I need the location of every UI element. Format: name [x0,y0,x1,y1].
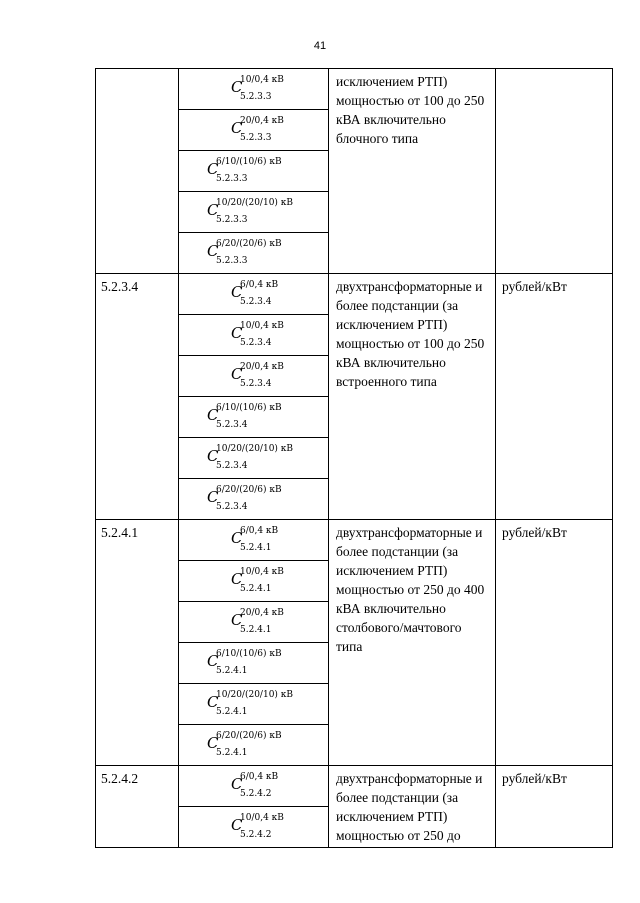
row-description: двухтрансформаторные и более подстанции (за исключением РТП) мощностью от 250 до [329,766,496,848]
table-row [96,274,613,315]
formula-cell [179,438,329,479]
formula-cell [179,315,329,356]
formula-superscript: 10/0,4 кВ [240,75,284,85]
formula-superscript: 6/10/(10/6) кВ [216,157,282,167]
formula-superscript: 10/0,4 кВ [240,567,284,577]
formula-subscript: 5.2.4.2 [240,789,272,799]
formula-cell [179,725,329,766]
cost-rate-formula [179,233,329,273]
formula-superscript: 20/0,4 кВ [240,362,284,372]
row-code: 5.2.4.2 [96,766,179,848]
row-description: двухтрансформаторные и более подстанции (за исключением РТП) мощностью от 100 до 250 кВА включительно встроенного типа [329,274,496,520]
formula-subscript: 5.2.4.1 [240,625,272,635]
cost-rate-formula [179,807,329,847]
formula-subscript: 5.2.4.1 [240,584,272,594]
formula-cell [179,233,329,274]
formula-subscript: 5.2.3.4 [216,502,248,512]
formula-cell [179,643,329,684]
formula-symbol: C [231,611,243,629]
formula-cell [179,151,329,192]
formula-symbol: C [231,324,243,342]
formula-subscript: 5.2.4.1 [216,707,248,717]
formula-subscript: 5.2.3.4 [216,461,248,471]
row-description: двухтрансформаторные и более подстанции (за исключением РТП) мощностью от 250 до 400 кВА включительно столбового/мачтового типа [329,520,496,766]
row-unit: рублей/кВт [496,766,613,848]
page-number: 41 [313,40,327,52]
formula-superscript: 6/0,4 кВ [240,280,279,290]
cost-rate-formula [179,315,329,355]
formula-cell [179,684,329,725]
formula-superscript: 6/20/(20/6) кВ [216,485,282,495]
formula-cell [179,274,329,315]
formula-symbol: C [207,201,219,219]
formula-subscript: 5.2.4.1 [216,666,248,676]
formula-symbol: C [231,283,243,301]
formula-cell [179,397,329,438]
row-code: 5.2.4.1 [96,520,179,766]
formula-subscript: 5.2.3.4 [240,338,272,348]
cost-rate-formula [179,274,329,314]
formula-symbol: C [207,734,219,752]
formula-symbol: C [207,693,219,711]
formula-superscript: 10/20/(20/10) кВ [216,198,294,208]
formula-symbol: C [231,78,243,96]
cost-rate-formula [179,110,329,150]
formula-cell [179,356,329,397]
formula-subscript: 5.2.3.3 [240,92,272,102]
cost-rate-formula [179,151,329,191]
formula-cell [179,192,329,233]
formula-superscript: 6/0,4 кВ [240,772,279,782]
cost-rate-formula [179,356,329,396]
formula-subscript: 5.2.4.1 [216,748,248,758]
cost-rate-formula [179,192,329,232]
formula-symbol: C [231,529,243,547]
table-row [96,69,613,110]
formula-symbol: C [207,447,219,465]
formula-superscript: 6/10/(10/6) кВ [216,649,282,659]
formula-symbol: C [207,242,219,260]
table-row [96,766,613,807]
cost-rate-formula [179,438,329,478]
formula-symbol: C [231,365,243,383]
formula-cell [179,807,329,848]
formula-superscript: 20/0,4 кВ [240,116,284,126]
cost-rate-formula [179,684,329,724]
cost-rate-formula [179,520,329,560]
table-row [96,520,613,561]
formula-superscript: 10/0,4 кВ [240,813,284,823]
formula-subscript: 5.2.3.4 [216,420,248,430]
formula-subscript: 5.2.3.4 [240,379,272,389]
formula-superscript: 6/20/(20/6) кВ [216,239,282,249]
formula-subscript: 5.2.3.3 [240,133,272,143]
formula-subscript: 5.2.3.3 [216,174,248,184]
formula-subscript: 5.2.3.3 [216,256,248,266]
row-code: 5.2.3.4 [96,274,179,520]
row-unit: рублей/кВт [496,520,613,766]
formula-superscript: 10/20/(20/10) кВ [216,444,294,454]
cost-rate-formula [179,397,329,437]
formula-superscript: 20/0,4 кВ [240,608,284,618]
formula-cell [179,602,329,643]
cost-rate-formula [179,479,329,519]
formula-superscript: 6/0,4 кВ [240,526,279,536]
cost-rate-formula [179,602,329,642]
formula-symbol: C [231,816,243,834]
cost-rate-formula [179,643,329,683]
formula-symbol: C [207,652,219,670]
formula-superscript: 10/20/(20/10) кВ [216,690,294,700]
formula-superscript: 6/20/(20/6) кВ [216,731,282,741]
formula-symbol: C [231,119,243,137]
row-unit: рублей/кВт [496,274,613,520]
formula-symbol: C [207,488,219,506]
row-code [96,69,179,274]
formula-cell [179,479,329,520]
cost-rate-formula [179,69,329,109]
cost-rate-formula [179,725,329,765]
formula-cell [179,520,329,561]
cost-rate-formula [179,766,329,806]
formula-cell [179,561,329,602]
formula-superscript: 10/0,4 кВ [240,321,284,331]
formula-subscript: 5.2.3.4 [240,297,272,307]
formula-symbol: C [207,160,219,178]
formula-symbol: C [231,570,243,588]
formula-cell [179,110,329,151]
row-unit [496,69,613,274]
formula-subscript: 5.2.4.2 [240,830,272,840]
formula-superscript: 6/10/(10/6) кВ [216,403,282,413]
tariff-table-body [96,69,613,848]
formula-cell [179,766,329,807]
tariff-table [95,68,613,848]
row-description: исключением РТП) мощностью от 100 до 250 кВА включительно блочного типа [329,69,496,274]
formula-cell [179,69,329,110]
formula-symbol: C [207,406,219,424]
cost-rate-formula [179,561,329,601]
formula-symbol: C [231,775,243,793]
formula-subscript: 5.2.3.3 [216,215,248,225]
formula-subscript: 5.2.4.1 [240,543,272,553]
